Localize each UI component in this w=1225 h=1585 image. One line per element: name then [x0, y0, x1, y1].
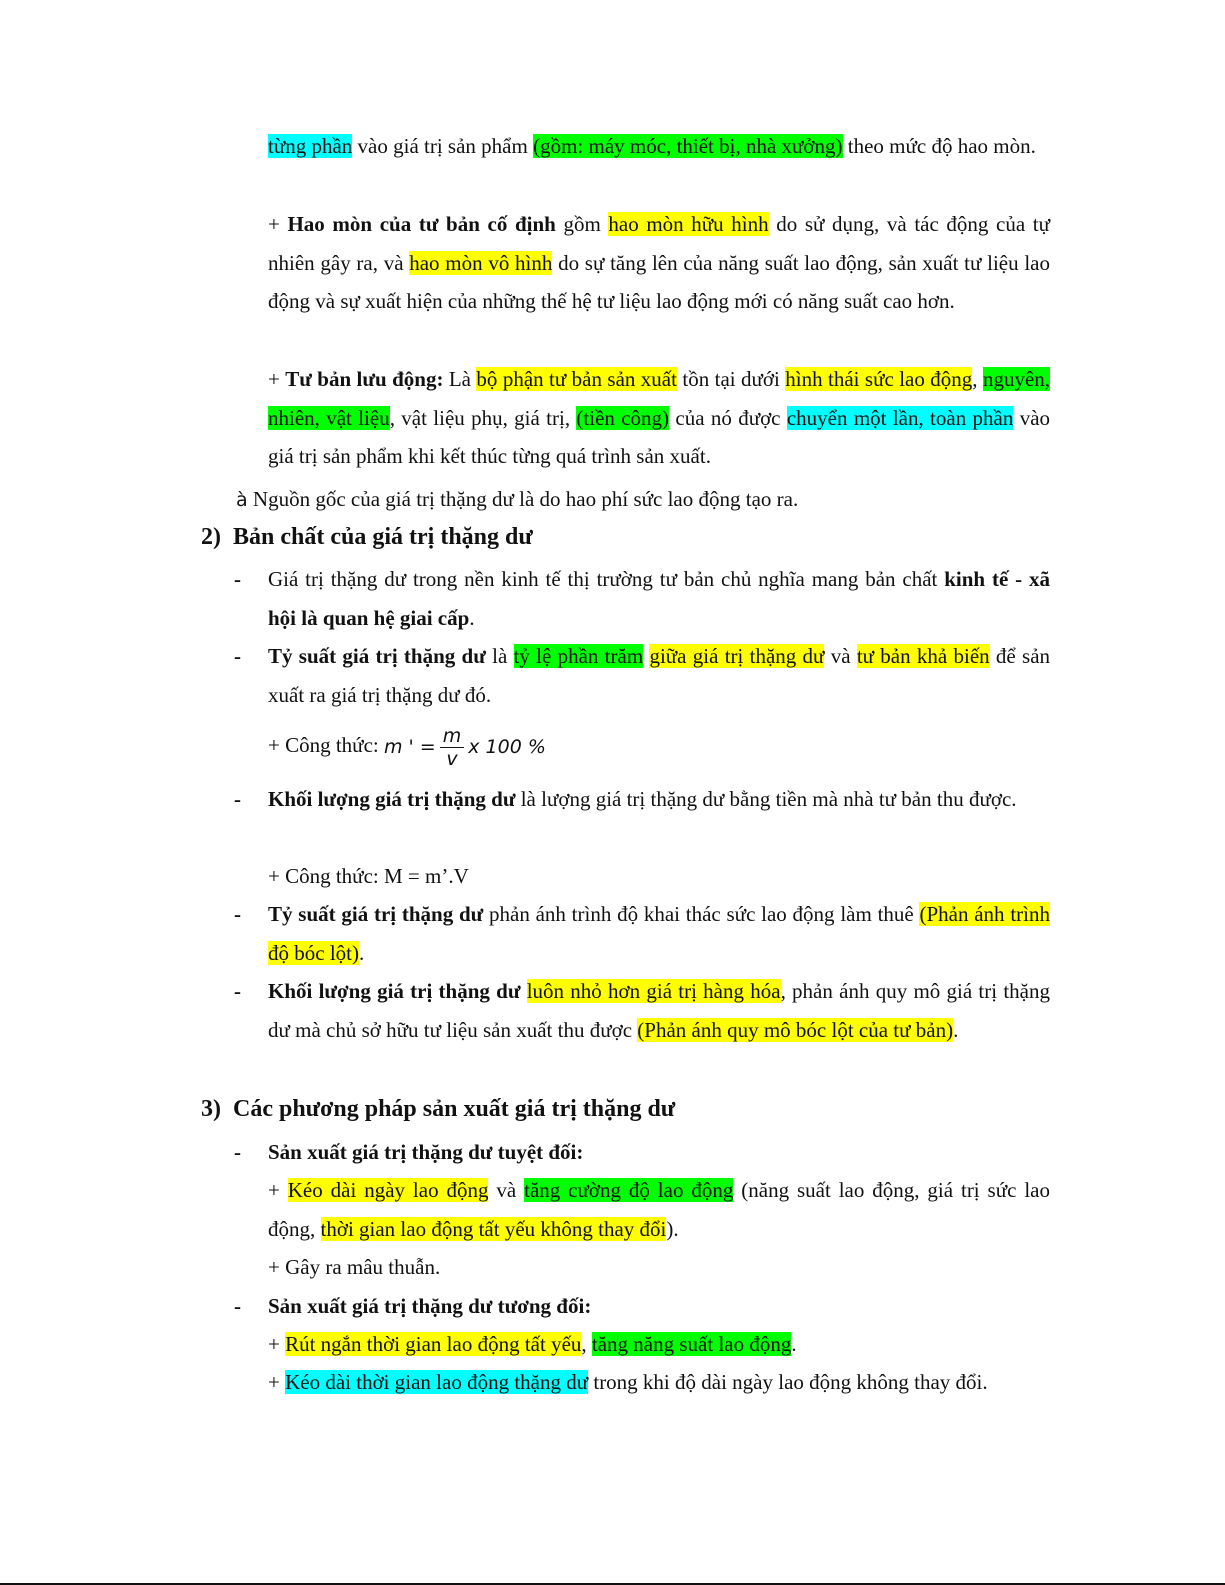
- highlight-moral-wear: hao mòn vô hình: [409, 250, 553, 275]
- highlight-percentage: tỷ lệ phần trăm: [513, 644, 644, 668]
- bullet-mass-definition: Khối lượng giá trị thặng dư là lượng giá trị thặng dư bằng tiền mà nhà tư bản thu được.: [268, 787, 1017, 811]
- absolute-method-detail: + Kéo dài ngày lao động và tăng cường độ lao động (năng suất lao động, giá trị sức lao động, thời gian lao động tất yếu không thay đổi).: [268, 1178, 1050, 1241]
- bullet-rate-reflects: Tỷ suất giá trị thặng dư phản ánh trình độ khai thác sức lao động làm thuê (Phản ánh trình độ bóc lột).: [268, 902, 1050, 965]
- bullet-relative-title: Sản xuất giá trị thặng dư tương đối:: [268, 1294, 592, 1318]
- highlight-one-time-transfer: chuyển một lần, toàn phần: [786, 405, 1014, 430]
- formula-expression: m ' = $\frac{m}{v}$ x 100 %: [383, 724, 546, 770]
- bullet-dash: -: [234, 1294, 241, 1318]
- bullet-rate-definition: Tỷ suất giá trị thặng dư là tỷ lệ phần trăm giữa giá trị thặng dư và tư bản khả biến để sản xuất ra giá trị thặng dư đó.: [268, 644, 1051, 707]
- highlight-less-than-value: luôn nhỏ hơn giá trị hàng hóa: [526, 979, 781, 1003]
- highlight-gom-may-moc: (gồm: máy móc, thiết bị, nhà xưởng): [533, 134, 843, 158]
- highlight-wages: (tiền công): [576, 405, 670, 430]
- highlight-extend-surplus-time: Kéo dài thời gian lao động thặng dư: [285, 1370, 589, 1394]
- bullet-dash: -: [234, 979, 241, 1003]
- fraction: $\frac{m}{v}$: [440, 725, 465, 770]
- bullet-dash: -: [234, 902, 241, 926]
- highlight-labor-power-form: hình thái sức lao động: [785, 367, 973, 391]
- bullet-dash: -: [234, 1140, 241, 1164]
- relative-method-detail-1: + Rút ngắn thời gian lao động tất yếu, tăng năng suất lao động.: [268, 1332, 797, 1356]
- highlight-shorten-necessary: Rút ngắn thời gian lao động tất yếu: [285, 1332, 582, 1356]
- highlight-physical-wear: hao mòn hữu hình: [608, 212, 769, 236]
- paragraph-depreciation: + Hao mòn của tư bản cố định gồm hao mòn hữu hình do sử dụng, và tác động của tự nhiên gây ra, và hao mòn vô hình do sự tăng lên của năng suất lao động, sản xuất tư liệu lao động và sự xuất hiện của những thế hệ tư liệu lao động mới có năng suất cao hơn.: [268, 212, 1051, 314]
- formula-mass: + Công thức: M = m’.V: [268, 864, 469, 888]
- absolute-method-conflict: + Gây ra mâu thuẫn.: [268, 1255, 441, 1279]
- term-depreciation: Hao mòn của tư bản cố định: [287, 212, 556, 236]
- highlight-necessary-time: thời gian lao động tất yếu không thay đổi: [320, 1216, 667, 1241]
- highlight-productivity: tăng năng suất lao động: [591, 1332, 792, 1356]
- bullet-mass-reflects: Khối lượng giá trị thặng dư luôn nhỏ hơn giá trị hàng hóa, phản ánh quy mô giá trị thặng dư mà chủ sở hữu tư liệu sản xuất thu được (Phản ánh quy mô bóc lột của tư bản).: [268, 979, 1050, 1042]
- highlight-production-capital: bộ phận tư bản sản xuất: [476, 367, 677, 391]
- highlight-between-surplus: giữa giá trị thặng dư: [649, 644, 825, 668]
- bullet-absolute-title: Sản xuất giá trị thặng dư tuyệt đối:: [268, 1140, 584, 1164]
- highlight-intensity: tăng cường độ lao động: [524, 1178, 734, 1202]
- paragraph-circulating-capital: + Tư bản lưu động: Là bộ phận tư bản sản xuất tồn tại dưới hình thái sức lao động, nguyên, nhiên, vật liệu, vật liệu phụ, giá trị, (tiền công) của nó được chuyển một lần, toàn phần vào giá trị sản phẩm khi kết thúc từng quá trình sản xuất.: [268, 367, 1051, 469]
- bullet-dash: -: [234, 567, 241, 591]
- highlight-raw-materials: nguyên, nhiên, vật liệu: [268, 367, 1051, 430]
- bullet-nature: Giá trị thặng dư trong nền kinh tế thị trường tư bản chủ nghĩa mang bản chất kinh tế - xã hội là quan hệ giai cấp.: [268, 567, 1050, 630]
- bullet-dash: -: [234, 644, 241, 668]
- highlight-extend-workday: Kéo dài ngày lao động: [287, 1178, 489, 1202]
- heading-section-3: 3) Các phương pháp sản xuất giá trị thặng dư: [201, 1096, 676, 1122]
- conclusion-line: à Nguồn gốc của giá trị thặng dư là do hao phí sức lao động tạo ra.: [236, 487, 799, 511]
- formula-rate: + Công thức: m ' = $\frac{m}{v}$ x 100 %: [268, 724, 546, 770]
- highlight-exploitation-degree: (Phản ánh trình độ bóc lột): [268, 902, 1050, 965]
- relative-method-detail-2: + Kéo dài thời gian lao động thặng dư trong khi độ dài ngày lao động không thay đổi.: [268, 1370, 988, 1394]
- highlight-tung-phan: từng phần: [268, 134, 353, 158]
- bullet-dash: -: [234, 787, 241, 811]
- heading-section-2: 2) Bản chất của giá trị thặng dư: [201, 524, 533, 550]
- paragraph-fixed-capital-transfer: từng phần vào giá trị sản phẩm (gồm: máy móc, thiết bị, nhà xưởng) theo mức độ hao mòn.: [268, 134, 1036, 158]
- term-circulating-capital: Tư bản lưu động:: [285, 367, 444, 391]
- arrow-icon: à: [236, 489, 248, 511]
- highlight-exploitation-scale: (Phản ánh quy mô bóc lột của tư bản): [637, 1017, 954, 1042]
- highlight-variable-capital: tư bản khả biến: [856, 644, 990, 668]
